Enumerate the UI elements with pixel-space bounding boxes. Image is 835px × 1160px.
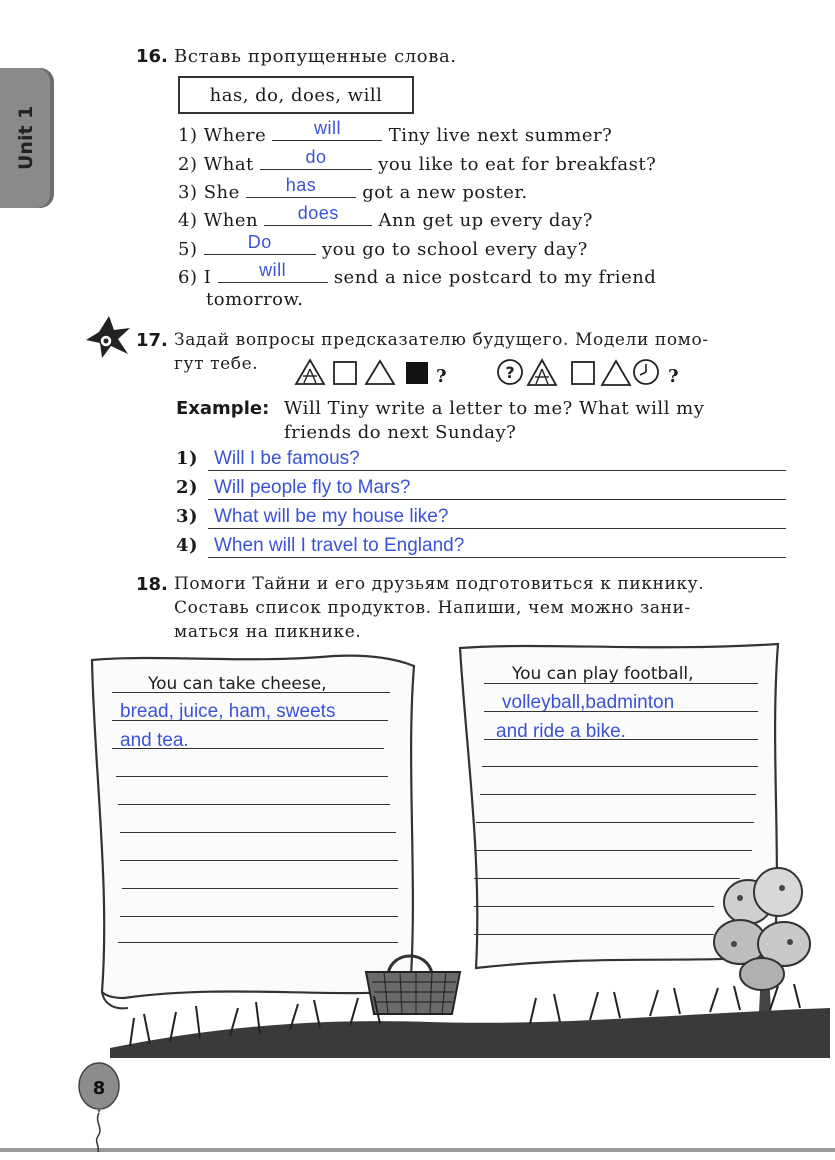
- left-note-line: [112, 692, 390, 693]
- ex17-answer-1-num: 1): [176, 448, 199, 469]
- exercise-18-instruction-line1: Помоги Тайни и его друзьям подготовиться к пикнику.: [174, 574, 705, 594]
- right-note-line: [484, 739, 758, 740]
- ex16-item-6: 6) I will send a nice postcard to my friend: [178, 260, 657, 288]
- ex16-item-1: 1) Where will Tiny live next summer?: [178, 118, 613, 146]
- exercise-18-number: 18.: [136, 574, 168, 595]
- right-note-line: [484, 683, 758, 684]
- example-label: Example:: [176, 398, 270, 419]
- ex16-item-5: 5) Do you go to school every day?: [178, 232, 588, 260]
- left-note-line[interactable]: [120, 860, 398, 861]
- word-box: has, do, does, will: [178, 76, 414, 114]
- exercise-17-number: 17.: [136, 330, 168, 351]
- ex16-blank-1[interactable]: will: [272, 118, 382, 141]
- ex16-item-4: 4) When does Ann get up every day?: [178, 203, 593, 231]
- example-line-1: Will Tiny write a letter to me? What will my: [284, 398, 705, 419]
- right-note-line: [484, 711, 758, 712]
- grass-illustration: [110, 978, 830, 1058]
- page-number: 8: [92, 1077, 106, 1099]
- left-note-line: [112, 720, 388, 721]
- unit-tab-label: Unit 1: [15, 105, 37, 171]
- right-note-line[interactable]: [474, 906, 714, 907]
- right-note-answer-1: volleyball,badminton: [502, 692, 675, 713]
- left-note-line[interactable]: [122, 888, 398, 889]
- model-2-symbols: [496, 356, 666, 388]
- left-note-line[interactable]: [120, 916, 398, 917]
- right-note-printed-text: You can play football,: [512, 664, 694, 684]
- ex17-answer-3-line[interactable]: What will be my house like?: [208, 504, 786, 529]
- left-note-line[interactable]: [116, 776, 388, 777]
- exercise-18-instruction-line3: маться на пикнике.: [174, 622, 362, 642]
- right-note-line[interactable]: [474, 850, 752, 851]
- right-note-line[interactable]: [476, 822, 754, 823]
- square-icon: [334, 362, 356, 384]
- exercise-17-instruction-line1: Задай вопросы предсказателю будущего. Модели помо-: [174, 330, 709, 350]
- left-note-line[interactable]: [118, 804, 390, 805]
- ex16-blank-2[interactable]: do: [260, 147, 372, 170]
- ex16-blank-4[interactable]: does: [264, 203, 372, 226]
- model-1-question-mark: ?: [436, 366, 447, 387]
- left-note-answer-1: bread, juice, ham, sweets: [120, 701, 336, 722]
- exercise-18-instruction-line2: Составь список продуктов. Напиши, чем можно зани-: [174, 598, 691, 618]
- ex17-answer-2-line[interactable]: Will people fly to Mars?: [208, 475, 786, 500]
- left-note-line[interactable]: [118, 942, 398, 943]
- right-note-answer-2: and ride a bike.: [496, 721, 626, 742]
- left-note-answer-2: and tea.: [120, 730, 189, 751]
- ex16-blank-5[interactable]: Do: [204, 232, 316, 255]
- right-note-line[interactable]: [474, 934, 714, 935]
- right-note-line[interactable]: [480, 794, 756, 795]
- ex16-blank-3[interactable]: has: [246, 175, 356, 198]
- right-note-line[interactable]: [482, 766, 758, 767]
- ex17-answer-3-num: 3): [176, 506, 199, 527]
- exercise-17-instruction-line2: гут тебе.: [174, 354, 259, 374]
- ex17-answer-4-line[interactable]: When will I travel to England?: [208, 533, 786, 558]
- ex16-item-6-continuation: tomorrow.: [206, 289, 304, 310]
- filled-square-icon: [406, 362, 428, 384]
- page-bottom-edge: [0, 1148, 835, 1152]
- ex17-answer-2-num: 2): [176, 477, 199, 498]
- left-note-printed-text: You can take cheese,: [148, 674, 327, 694]
- model-2-question-mark: ?: [668, 366, 679, 387]
- left-note-line[interactable]: [120, 832, 396, 833]
- svg-text:?: ?: [505, 363, 515, 382]
- ex16-blank-6[interactable]: will: [218, 260, 328, 283]
- left-note-line: [112, 748, 384, 749]
- person-triangle-icon: [296, 360, 324, 384]
- exercise-16-number: 16.: [136, 46, 168, 67]
- ex17-answer-1-line[interactable]: Will I be famous?: [208, 446, 786, 471]
- ex16-item-2: 2) What do you like to eat for breakfast?: [178, 147, 657, 175]
- example-line-2: friends do next Sunday?: [284, 422, 517, 443]
- fortune-teller-star-icon: [84, 314, 134, 360]
- ex16-item-3: 3) She has got a new poster.: [178, 175, 528, 203]
- exercise-16-instruction: Вставь пропущенные слова.: [174, 46, 457, 67]
- ex17-answer-4-num: 4): [176, 535, 199, 556]
- right-note-line[interactable]: [474, 878, 740, 879]
- triangle-icon: [366, 361, 394, 384]
